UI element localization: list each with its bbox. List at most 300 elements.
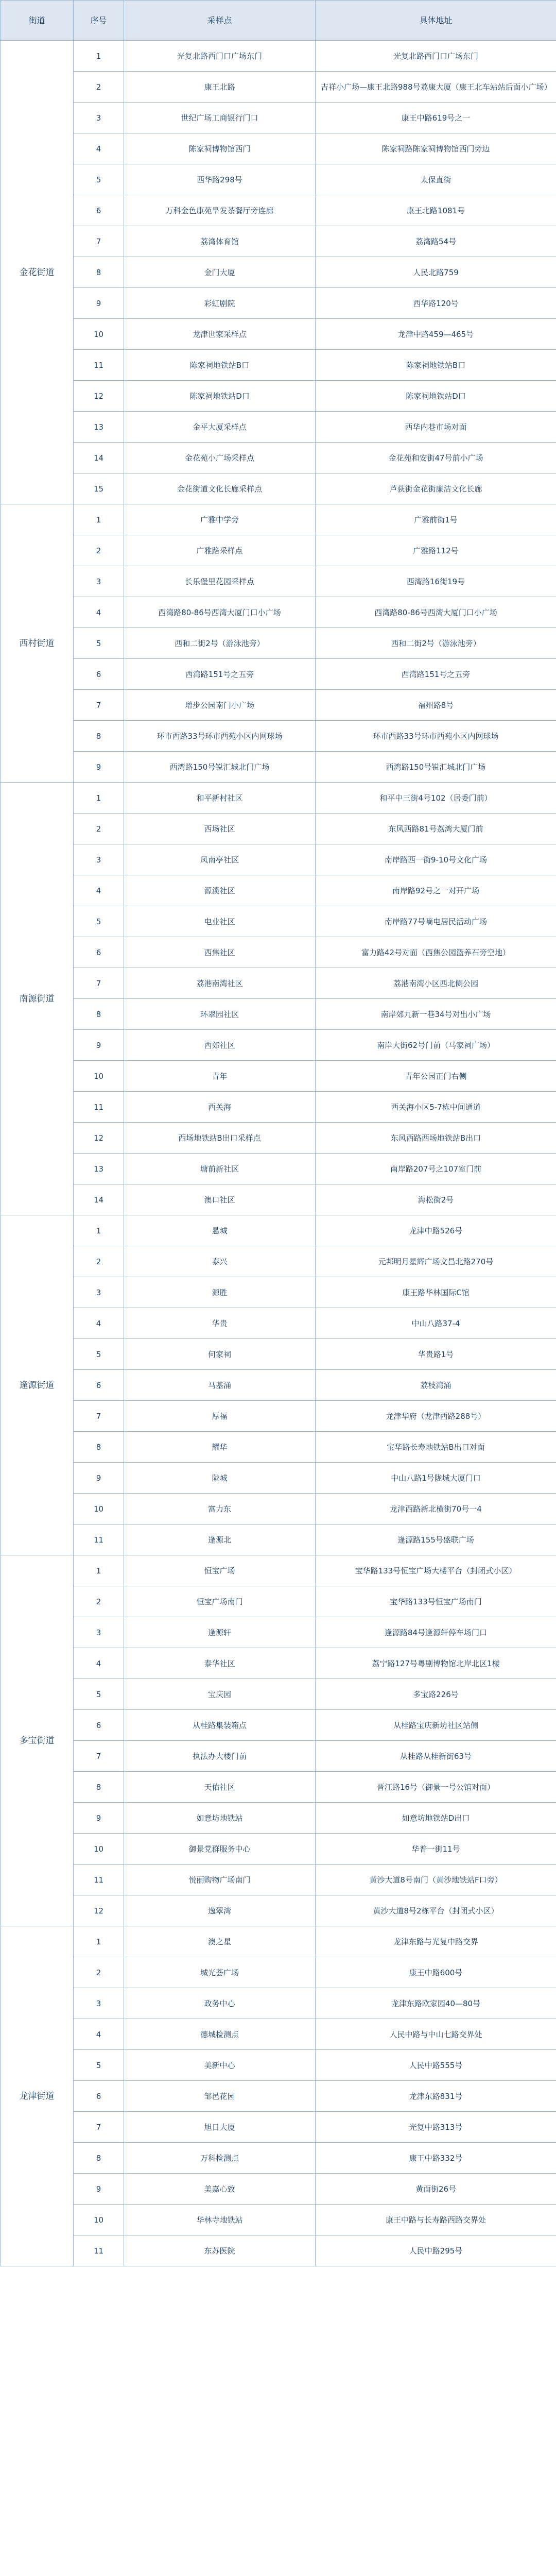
site-name-cell: 美嘉心致 — [124, 2174, 316, 2205]
row-index-cell: 8 — [74, 1432, 124, 1463]
address-cell: 龙津中路459—465号 — [316, 319, 556, 350]
row-index-cell: 1 — [74, 1215, 124, 1246]
site-name-cell: 西场地铁站B出口采样点 — [124, 1123, 316, 1154]
address-cell: 陈家祠地铁站B口 — [316, 350, 556, 381]
address-cell: 多宝路226号 — [316, 1679, 556, 1710]
row-index-cell: 11 — [74, 2235, 124, 2266]
address-cell: 康王中路与长寿路西路交界处 — [316, 2205, 556, 2235]
row-index-cell: 6 — [74, 195, 124, 226]
row-index-cell: 7 — [74, 690, 124, 721]
table-row — [1, 443, 556, 473]
address-cell: 晋江路16号（御景一号公馆对面） — [316, 1772, 556, 1803]
address-cell: 龙津东路欧家园40—80号 — [316, 1988, 556, 2019]
row-index-cell: 7 — [74, 1741, 124, 1772]
address-cell: 逢源路84号逢源轩停车场门口 — [316, 1617, 556, 1648]
site-name-cell: 长乐堡里花园采样点 — [124, 566, 316, 597]
row-index-cell: 7 — [74, 968, 124, 999]
site-name-cell: 陈家祠地铁站D口 — [124, 381, 316, 412]
table-row — [1, 2235, 556, 2266]
row-index-cell: 6 — [74, 2081, 124, 2112]
address-cell: 环市西路33号环市西苑小区内网球场 — [316, 721, 556, 752]
header-address: 具体地址 — [316, 1, 556, 41]
address-cell: 南岸路77号嘀电居民活动广场 — [316, 906, 556, 937]
address-cell: 康王路华林国际C馆 — [316, 1277, 556, 1308]
table-row — [1, 412, 556, 443]
table-row — [1, 1061, 556, 1092]
header-district: 街道 — [1, 1, 74, 41]
site-name-cell: 澳口社区 — [124, 1184, 316, 1215]
site-name-cell: 泰兴 — [124, 1246, 316, 1277]
address-cell: 广雅路112号 — [316, 535, 556, 566]
site-name-cell: 西关海 — [124, 1092, 316, 1123]
address-cell: 逢源路155号盛联广场 — [316, 1524, 556, 1555]
address-cell: 太保直街 — [316, 164, 556, 195]
address-cell: 龙津东路与光复中路交界 — [316, 1926, 556, 1957]
row-index-cell: 10 — [74, 1061, 124, 1092]
address-cell: 人民中路555号 — [316, 2050, 556, 2081]
table-row — [1, 1184, 556, 1215]
table-row — [1, 1370, 556, 1401]
site-name-cell: 恒宝广场南门 — [124, 1586, 316, 1617]
site-name-cell: 康王北路 — [124, 72, 316, 103]
site-name-cell: 恒宝广场 — [124, 1555, 316, 1586]
table-row — [1, 103, 556, 133]
row-index-cell: 9 — [74, 2174, 124, 2205]
row-index-cell: 11 — [74, 1092, 124, 1123]
site-name-cell: 西湾路151号之五旁 — [124, 659, 316, 690]
address-cell: 元邦明月星辉广场文昌北路270号 — [316, 1246, 556, 1277]
row-index-cell: 6 — [74, 1710, 124, 1741]
address-cell: 海松街2号 — [316, 1184, 556, 1215]
address-cell: 东风西路81号荔湾大厦门前 — [316, 814, 556, 844]
address-cell: 西华路120号 — [316, 288, 556, 319]
table-header-row — [1, 1, 556, 41]
row-index-cell: 6 — [74, 1370, 124, 1401]
table-row — [1, 1617, 556, 1648]
address-cell: 吉祥小广场—康王北路988号荔康大厦（康王北车站站后面小广场） — [316, 72, 556, 103]
table-row — [1, 288, 556, 319]
row-index-cell: 14 — [74, 443, 124, 473]
row-index-cell: 12 — [74, 381, 124, 412]
district-cell: 多宝街道 — [1, 1555, 74, 1926]
table-row — [1, 381, 556, 412]
site-name-cell: 广雅中学旁 — [124, 504, 316, 535]
row-index-cell: 4 — [74, 1648, 124, 1679]
table-row — [1, 783, 556, 814]
row-index-cell: 11 — [74, 350, 124, 381]
table-row — [1, 597, 556, 628]
site-name-cell: 华林寺地铁站 — [124, 2205, 316, 2235]
row-index-cell: 10 — [74, 1494, 124, 1524]
address-cell: 西湾路150号锐汇城北门广场 — [316, 752, 556, 783]
site-name-cell: 源胜 — [124, 1277, 316, 1308]
row-index-cell: 4 — [74, 1308, 124, 1339]
header-index: 序号 — [74, 1, 124, 41]
row-index-cell: 10 — [74, 1834, 124, 1865]
site-name-cell: 金花街道文化长廊采样点 — [124, 473, 316, 504]
table-row — [1, 690, 556, 721]
row-index-cell: 7 — [74, 2112, 124, 2143]
address-cell: 东风西路西场地铁站B出口 — [316, 1123, 556, 1154]
row-index-cell: 1 — [74, 1555, 124, 1586]
address-cell: 光复中路313号 — [316, 2112, 556, 2143]
table-row — [1, 566, 556, 597]
table-row — [1, 257, 556, 288]
address-cell: 从桂路从桂新街63号 — [316, 1741, 556, 1772]
table-row — [1, 1339, 556, 1370]
row-index-cell: 3 — [74, 1617, 124, 1648]
address-cell: 陈家祠地铁站D口 — [316, 381, 556, 412]
site-name-cell: 马基涌 — [124, 1370, 316, 1401]
row-index-cell: 3 — [74, 566, 124, 597]
table-row — [1, 1988, 556, 2019]
row-index-cell: 9 — [74, 1463, 124, 1494]
address-cell: 康王北路1081号 — [316, 195, 556, 226]
site-name-cell: 城光荟广场 — [124, 1957, 316, 1988]
table-row — [1, 1710, 556, 1741]
address-cell: 宝华路133号恒宝广场南门 — [316, 1586, 556, 1617]
site-name-cell: 陇城 — [124, 1463, 316, 1494]
row-index-cell: 1 — [74, 1926, 124, 1957]
table-row — [1, 1432, 556, 1463]
site-name-cell: 西湾路150号锐汇城北门广场 — [124, 752, 316, 783]
address-cell: 人民北路759 — [316, 257, 556, 288]
row-index-cell: 7 — [74, 226, 124, 257]
table-row — [1, 1401, 556, 1432]
address-cell: 人民中路295号 — [316, 2235, 556, 2266]
table-row — [1, 72, 556, 103]
address-cell: 广雅前街1号 — [316, 504, 556, 535]
address-cell: 南岸路92号之一对开广场 — [316, 875, 556, 906]
table-row — [1, 1865, 556, 1895]
table-row — [1, 195, 556, 226]
address-cell: 华普一街11号 — [316, 1834, 556, 1865]
site-name-cell: 凤南亭社区 — [124, 844, 316, 875]
site-name-cell: 环翠园社区 — [124, 999, 316, 1030]
address-cell: 龙津东路831号 — [316, 2081, 556, 2112]
site-name-cell: 彩虹剧院 — [124, 288, 316, 319]
address-cell: 荔宁路127号粤剧博物馆北岸北区1楼 — [316, 1648, 556, 1679]
address-cell: 金花苑和安街47号前小广场 — [316, 443, 556, 473]
site-name-cell: 宝庆园 — [124, 1679, 316, 1710]
table-row — [1, 1494, 556, 1524]
site-name-cell: 澳之星 — [124, 1926, 316, 1957]
address-cell: 陈家祠路陈家祠博物馆西门旁边 — [316, 133, 556, 164]
site-name-cell: 泰华社区 — [124, 1648, 316, 1679]
row-index-cell: 5 — [74, 1679, 124, 1710]
table-row — [1, 2050, 556, 2081]
row-index-cell: 4 — [74, 133, 124, 164]
row-index-cell: 3 — [74, 844, 124, 875]
address-cell: 龙津西路新北横街70号一4 — [316, 1494, 556, 1524]
address-cell: 南岸路西一街9-10号文化广场 — [316, 844, 556, 875]
site-name-cell: 天佑社区 — [124, 1772, 316, 1803]
table-row — [1, 1246, 556, 1277]
table-row — [1, 2112, 556, 2143]
address-cell: 南岸大街62号门前（马家祠广场） — [316, 1030, 556, 1061]
table-row — [1, 875, 556, 906]
table-row — [1, 628, 556, 659]
address-cell: 西湾路16街19号 — [316, 566, 556, 597]
table-row — [1, 844, 556, 875]
table-row — [1, 1586, 556, 1617]
site-name-cell: 万科检测点 — [124, 2143, 316, 2174]
table-row — [1, 504, 556, 535]
row-index-cell: 5 — [74, 2050, 124, 2081]
table-row — [1, 1555, 556, 1586]
table-row — [1, 1772, 556, 1803]
table-row — [1, 1524, 556, 1555]
row-index-cell: 1 — [74, 504, 124, 535]
row-index-cell: 8 — [74, 999, 124, 1030]
site-name-cell: 陈家祠地铁站B口 — [124, 350, 316, 381]
row-index-cell: 2 — [74, 535, 124, 566]
table-row — [1, 2174, 556, 2205]
table-row — [1, 473, 556, 504]
site-name-cell: 西郊社区 — [124, 1030, 316, 1061]
address-cell: 宝华路长寿地铁站B出口对面 — [316, 1432, 556, 1463]
row-index-cell: 10 — [74, 2205, 124, 2235]
row-index-cell: 13 — [74, 412, 124, 443]
site-name-cell: 青年 — [124, 1061, 316, 1092]
table-row — [1, 1277, 556, 1308]
row-index-cell: 5 — [74, 906, 124, 937]
site-name-cell: 源溪社区 — [124, 875, 316, 906]
table-row — [1, 1154, 556, 1184]
address-cell: 西和二街2号（游泳池旁） — [316, 628, 556, 659]
table-row — [1, 535, 556, 566]
site-name-cell: 执法办大楼门前 — [124, 1741, 316, 1772]
address-cell: 黄沙大道8号2栋平台（封闭式小区） — [316, 1895, 556, 1926]
site-name-cell: 从桂路集装箱点 — [124, 1710, 316, 1741]
row-index-cell: 2 — [74, 1246, 124, 1277]
row-index-cell: 7 — [74, 1401, 124, 1432]
table-row — [1, 906, 556, 937]
row-index-cell: 8 — [74, 721, 124, 752]
row-index-cell: 10 — [74, 319, 124, 350]
table-row — [1, 133, 556, 164]
table-row — [1, 968, 556, 999]
site-name-cell: 耀华 — [124, 1432, 316, 1463]
row-index-cell: 4 — [74, 2019, 124, 2050]
site-name-cell: 光复北路西门口广场东门 — [124, 41, 316, 72]
address-cell: 康王中路619号之一 — [316, 103, 556, 133]
row-index-cell: 9 — [74, 288, 124, 319]
site-name-cell: 悬城 — [124, 1215, 316, 1246]
site-name-cell: 增步公园南门小广场 — [124, 690, 316, 721]
row-index-cell: 15 — [74, 473, 124, 504]
table-row — [1, 1123, 556, 1154]
table-row — [1, 1648, 556, 1679]
address-cell: 荔湾路54号 — [316, 226, 556, 257]
district-cell: 逢源街道 — [1, 1215, 74, 1555]
row-index-cell: 1 — [74, 783, 124, 814]
table-row — [1, 1030, 556, 1061]
site-name-cell: 西和二街2号（游泳池旁） — [124, 628, 316, 659]
row-index-cell: 6 — [74, 937, 124, 968]
row-index-cell: 2 — [74, 814, 124, 844]
address-cell: 福州路8号 — [316, 690, 556, 721]
address-cell: 南岸郊九新一巷34号对出小广场 — [316, 999, 556, 1030]
address-cell: 宝华路133号恒宝广场大楼平台（封闭式小区） — [316, 1555, 556, 1586]
table-row — [1, 1803, 556, 1834]
table-row — [1, 1741, 556, 1772]
address-cell: 青年公园正门右侧 — [316, 1061, 556, 1092]
site-name-cell: 西场社区 — [124, 814, 316, 844]
table-row — [1, 1679, 556, 1710]
site-name-cell: 龙津世家采样点 — [124, 319, 316, 350]
site-name-cell: 塘前新社区 — [124, 1154, 316, 1184]
table-row — [1, 350, 556, 381]
table-row — [1, 814, 556, 844]
address-cell: 如意坊地铁站D出口 — [316, 1803, 556, 1834]
table-row — [1, 2143, 556, 2174]
address-cell: 南岸路207号之107室门前 — [316, 1154, 556, 1184]
site-name-cell: 和平新村社区 — [124, 783, 316, 814]
address-cell: 从桂路宝庆新坊社区站侧 — [316, 1710, 556, 1741]
site-name-cell: 德城检测点 — [124, 2019, 316, 2050]
site-name-cell: 厚福 — [124, 1401, 316, 1432]
site-name-cell: 电业社区 — [124, 906, 316, 937]
site-name-cell: 陈家祠博物馆西门 — [124, 133, 316, 164]
address-cell: 龙津华府（龙津西路288号） — [316, 1401, 556, 1432]
site-name-cell: 逸翠湾 — [124, 1895, 316, 1926]
table-row — [1, 226, 556, 257]
table-row — [1, 1957, 556, 1988]
site-name-cell: 西焦社区 — [124, 937, 316, 968]
row-index-cell: 5 — [74, 164, 124, 195]
row-index-cell: 5 — [74, 628, 124, 659]
district-cell: 南源街道 — [1, 783, 74, 1215]
site-name-cell: 环市西路33号环市西苑小区内网球场 — [124, 721, 316, 752]
table-row — [1, 999, 556, 1030]
table-row — [1, 1926, 556, 1957]
district-cell: 金花街道 — [1, 41, 74, 504]
address-cell: 芦荻街金花街廉洁文化长廊 — [316, 473, 556, 504]
row-index-cell: 12 — [74, 1895, 124, 1926]
site-name-cell: 富力东 — [124, 1494, 316, 1524]
row-index-cell: 9 — [74, 752, 124, 783]
table-row — [1, 1895, 556, 1926]
table-row — [1, 319, 556, 350]
site-name-cell: 悦丽购物广场南门 — [124, 1865, 316, 1895]
row-index-cell: 11 — [74, 1865, 124, 1895]
site-name-cell: 万科金色康苑旱发茶餐厅旁连廊 — [124, 195, 316, 226]
row-index-cell: 2 — [74, 72, 124, 103]
address-cell: 龙津中路526号 — [316, 1215, 556, 1246]
district-cell: 龙津街道 — [1, 1926, 74, 2266]
table-row — [1, 1308, 556, 1339]
row-index-cell: 13 — [74, 1154, 124, 1184]
row-index-cell: 8 — [74, 257, 124, 288]
district-cell: 西村街道 — [1, 504, 74, 783]
address-cell: 黄沙大道8号南门（黄沙地铁站F口旁） — [316, 1865, 556, 1895]
table-row — [1, 41, 556, 72]
address-cell: 康王中路600号 — [316, 1957, 556, 1988]
row-index-cell: 6 — [74, 659, 124, 690]
row-index-cell: 9 — [74, 1030, 124, 1061]
address-cell: 康王中路332号 — [316, 2143, 556, 2174]
row-index-cell: 4 — [74, 597, 124, 628]
row-index-cell: 12 — [74, 1123, 124, 1154]
address-cell: 西华内巷市场对面 — [316, 412, 556, 443]
site-name-cell: 如意坊地铁站 — [124, 1803, 316, 1834]
site-name-cell: 金平大厦采样点 — [124, 412, 316, 443]
row-index-cell: 3 — [74, 103, 124, 133]
table-row — [1, 2081, 556, 2112]
table-row — [1, 2019, 556, 2050]
site-name-cell: 邹邑花园 — [124, 2081, 316, 2112]
table-row — [1, 2205, 556, 2235]
address-cell: 人民中路与中山七路交界处 — [316, 2019, 556, 2050]
site-name-cell: 金花苑小广场采样点 — [124, 443, 316, 473]
row-index-cell: 1 — [74, 41, 124, 72]
table-row — [1, 1092, 556, 1123]
address-cell: 西湾路151号之五旁 — [316, 659, 556, 690]
table-row — [1, 721, 556, 752]
table-row — [1, 659, 556, 690]
address-cell: 光复北路西门口广场东门 — [316, 41, 556, 72]
site-name-cell: 东苏医院 — [124, 2235, 316, 2266]
site-name-cell: 华贵 — [124, 1308, 316, 1339]
site-name-cell: 逢源轩 — [124, 1617, 316, 1648]
row-index-cell: 3 — [74, 1988, 124, 2019]
table-row — [1, 752, 556, 783]
row-index-cell: 2 — [74, 1957, 124, 1988]
row-index-cell: 8 — [74, 1772, 124, 1803]
site-name-cell: 荔港南湾社区 — [124, 968, 316, 999]
site-name-cell: 世纪广场工商银行门口 — [124, 103, 316, 133]
site-name-cell: 广雅路采样点 — [124, 535, 316, 566]
row-index-cell: 8 — [74, 2143, 124, 2174]
address-cell: 和平中三街4号102（居委门前） — [316, 783, 556, 814]
address-cell: 西湾路80-86号西湾大厦门口小广场 — [316, 597, 556, 628]
site-name-cell: 荔湾体育馆 — [124, 226, 316, 257]
table-row — [1, 1463, 556, 1494]
row-index-cell: 9 — [74, 1803, 124, 1834]
site-name-cell: 政务中心 — [124, 1988, 316, 2019]
site-name-cell: 何家祠 — [124, 1339, 316, 1370]
table-row — [1, 1834, 556, 1865]
address-cell: 富力路42号对面（西焦公园篮养石旁空地） — [316, 937, 556, 968]
site-name-cell: 御景党群服务中心 — [124, 1834, 316, 1865]
row-index-cell: 3 — [74, 1277, 124, 1308]
table-row — [1, 1215, 556, 1246]
row-index-cell: 11 — [74, 1524, 124, 1555]
row-index-cell: 5 — [74, 1339, 124, 1370]
address-cell: 中山八路1号陇城大厦门口 — [316, 1463, 556, 1494]
row-index-cell: 4 — [74, 875, 124, 906]
table-row — [1, 164, 556, 195]
address-cell: 荔港南湾小区西北侧公园 — [316, 968, 556, 999]
site-name-cell: 西华路298号 — [124, 164, 316, 195]
site-name-cell: 金门大厦 — [124, 257, 316, 288]
row-index-cell: 2 — [74, 1586, 124, 1617]
site-name-cell: 旭日大厦 — [124, 2112, 316, 2143]
address-cell: 华贵路1号 — [316, 1339, 556, 1370]
site-name-cell: 逢源北 — [124, 1524, 316, 1555]
table-body — [1, 41, 556, 2266]
row-index-cell: 14 — [74, 1184, 124, 1215]
site-name-cell: 西湾路80-86号西湾大厦门口小广场 — [124, 597, 316, 628]
address-cell: 荔枝湾涌 — [316, 1370, 556, 1401]
table-row — [1, 937, 556, 968]
address-cell: 黄面街26号 — [316, 2174, 556, 2205]
address-cell: 中山八路37-4 — [316, 1308, 556, 1339]
header-site: 采样点 — [124, 1, 316, 41]
site-name-cell: 美新中心 — [124, 2050, 316, 2081]
address-cell: 西关海小区5-7栋中间通道 — [316, 1092, 556, 1123]
